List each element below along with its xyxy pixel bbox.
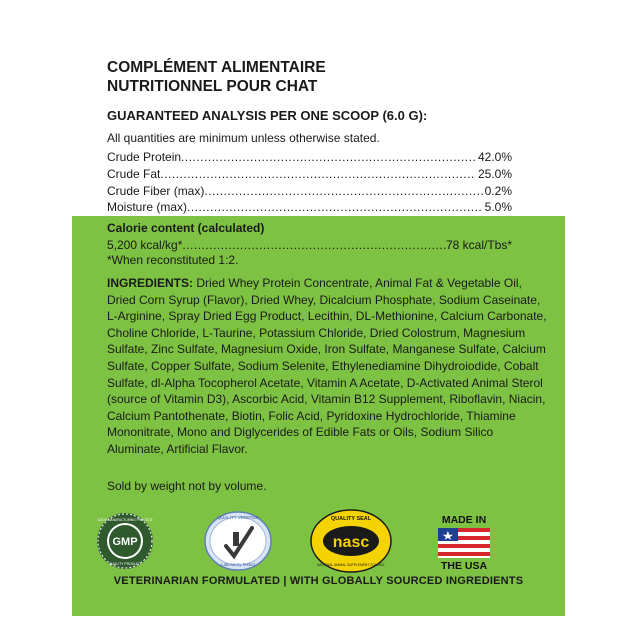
ingredients-label: INGREDIENTS: <box>107 276 194 290</box>
lab-bottom-text: Laboratory Tested <box>221 562 255 567</box>
sold-by-weight-note: Sold by weight not by volume. <box>107 479 267 493</box>
product-title <box>107 58 547 96</box>
analysis-value: 42.0% <box>477 150 512 164</box>
made-in-text: MADE IN <box>441 514 487 526</box>
calorie-left: 5,200 kcal/kg* <box>107 238 183 252</box>
footer-tagline: VETERINARIAN FORMULATED | WITH GLOBALLY SOURCED INGREDIENTS <box>113 575 524 587</box>
calorie-right: 78 kcal/Tbs* <box>445 238 512 252</box>
analysis-value: 25.0% <box>477 167 512 181</box>
analysis-row <box>107 200 512 214</box>
gmp-seal-icon <box>96 512 154 570</box>
analysis-row <box>107 150 512 164</box>
analysis-row <box>107 184 512 198</box>
usa-flag-icon <box>438 528 490 558</box>
nasc-text: nasc <box>332 534 370 551</box>
leader-dots <box>160 167 476 181</box>
nasc-top-text: QUALITY SEAL <box>330 516 372 522</box>
title-line-2: NUTRITIONNEL POUR CHAT <box>107 78 318 95</box>
title-line-1: COMPLÉMENT ALIMENTAIRE <box>107 59 326 76</box>
analysis-label: Crude Fiber (max) <box>107 184 205 198</box>
lab-top-text: QUALITY VERIFIED <box>217 515 259 520</box>
leader-dots <box>187 200 483 214</box>
calorie-note: *When reconstituted 1:2. <box>107 253 239 267</box>
label-panel <box>72 20 565 616</box>
analysis-label: Moisture (max) <box>107 200 188 214</box>
leader-dots <box>181 150 476 164</box>
gmp-ring-bottom: QUALITY PRODUCT <box>108 562 142 566</box>
calorie-heading: Calorie content (calculated) <box>107 221 265 235</box>
analysis-label: Crude Fat <box>107 167 161 181</box>
leader-dots <box>182 238 446 252</box>
made-in-usa-badge <box>438 514 490 572</box>
analysis-value: 5.0% <box>484 200 512 214</box>
ingredients-text: Dried Whey Protein Concentrate, Animal Fat & Vegetable Oil, Dried Corn Syrup (Flavor), Dried Whey, Dicalcium Phosphate, Sodium Caseinate, L-Arginine, Spray Dried Egg Product, Lecithin, DL-Methionine, Calcium Carbonate, Choline Chloride, L-Taurine, Potassium Chloride, Dried Colostrum, Magnesium Sulfate, Zinc Sulfate, Magnesium Oxide, Iron Sulfate, Manganese Sulfate, Calcium Sulfate, Copper Sulfate, Sodium Selenite, Ethylenediamine Dihydroiodide, Cobalt Sulfate, dl-Alpha Tocopherol Acetate, Vitamin A Acetate, D-Activated Animal Sterol (source of Vitamin D3), Ascorbic Acid, Vitamin B12 Supplement, Riboflavin, Niacin, Calcium Pantothenate, Biotin, Folic Acid, Pyridoxine Hydrochloride, Thiamine Mononitrate, Mono and Diglycerides of Edible Fats or Oils, Sodium Silico Aluminate, Artificial Flavor. <box>107 276 547 456</box>
leader-dots <box>204 184 482 198</box>
analysis-label: Crude Protein <box>107 150 182 164</box>
analysis-heading: GUARANTEED ANALYSIS PER ONE SCOOP (6.0 G): <box>107 108 428 123</box>
nasc-quality-seal-icon <box>310 508 392 574</box>
lab-tested-badge-icon <box>204 510 272 572</box>
analysis-note: All quantities are minimum unless otherwise stated. <box>107 131 380 145</box>
analysis-row <box>107 167 512 181</box>
calorie-row <box>107 238 512 252</box>
analysis-value: 0.2% <box>484 184 512 198</box>
ingredients-block <box>107 275 547 458</box>
nasc-bottom-text: NATIONAL ANIMAL SUPPLEMENT COUNCIL <box>317 563 385 567</box>
the-usa-text: THE USA <box>440 560 488 572</box>
gmp-ring-top: GOOD MANUFACTURING PRACTICE <box>97 518 153 522</box>
gmp-text: GMP <box>112 536 138 548</box>
